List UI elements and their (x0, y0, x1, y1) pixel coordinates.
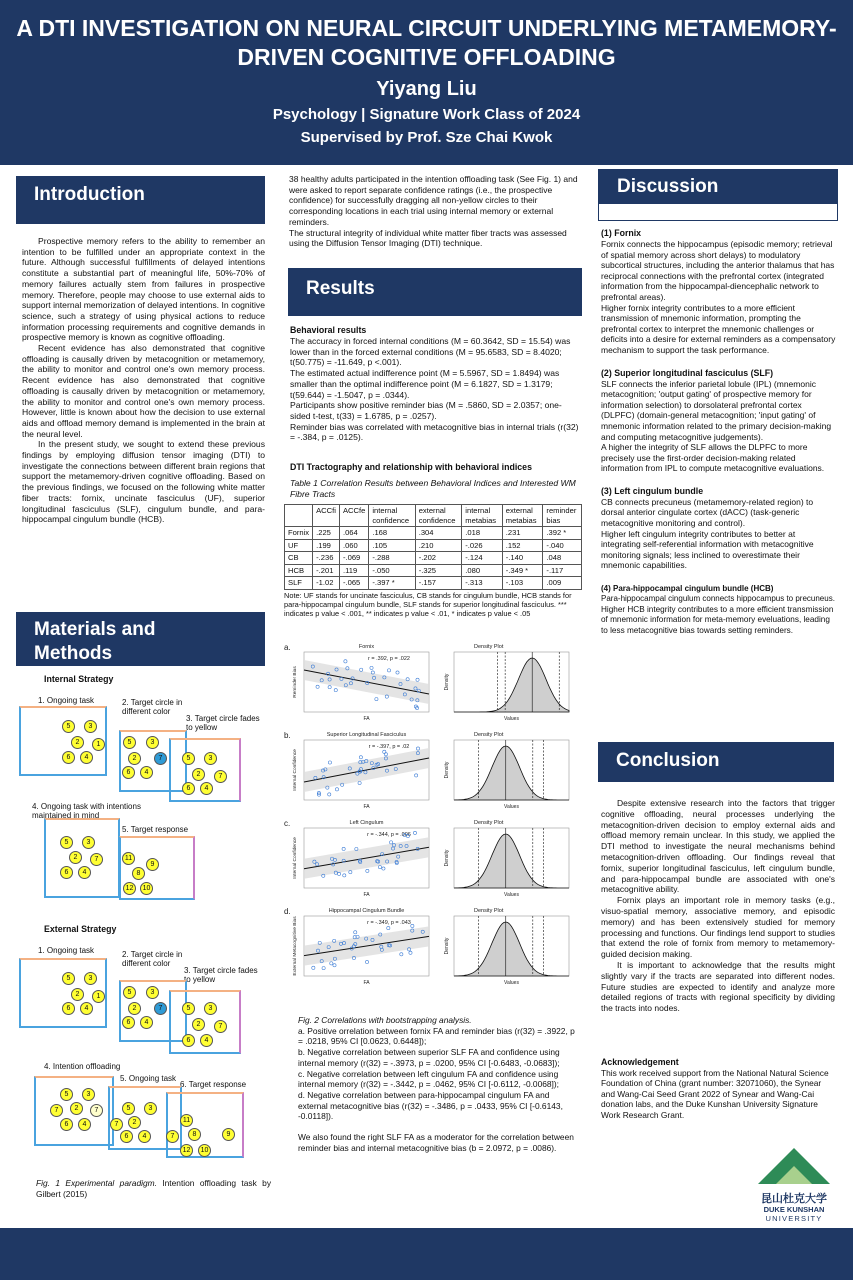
table-cell: .064 (339, 527, 368, 540)
table-caption: Table 1 Correlation Results between Behavioral Indices and Interested WM Fibre Tracts (290, 478, 576, 499)
circle: 3 (204, 1002, 217, 1015)
table-cell: -.140 (502, 552, 543, 565)
table-cell: .210 (415, 539, 462, 552)
circle: 4 (80, 751, 93, 764)
circle: 5 (62, 720, 75, 733)
disc-s1-p2: Higher fornix integrity contributes to a more efficient transmission of mnemonic information, prompting the prefrontal cortex to interpret the mnemonic challenges or deficits into a desire for external reminders as a compensatory mechanism to support the task performance. (601, 302, 836, 355)
circle: 12 (123, 882, 136, 895)
disc-s4-title: (4) Para-hippocampal cingulum bundle (HCB) (601, 584, 774, 594)
plot-letter: a. (284, 643, 291, 652)
intro-paragraph-3: In the present study, we sought to extend these previous findings by employing diffusion tensor imaging (DTI) to investigate the connections between different brain regions that support the metamemory-driven cognitive offloading. Based on the previous findings, we focused on the following white matter fiber tracts: fornix, uncinate fasciculus (UF), superior longitudinal fasciculus (SLF), cingulum bundle, and para-hippocampal cingulum bundle (HCB). (22, 439, 265, 525)
circle: 7 (90, 853, 103, 866)
table-header-row (285, 505, 582, 527)
circle: 7 (214, 1020, 227, 1033)
circle: 6 (122, 766, 135, 779)
disc-s3-p2: Higher left cingulum integrity contributes to better at integrating self-referential information with metacognitive monitoring signals; less inclined to overestimate their mnemonic capabilities. (601, 528, 814, 571)
external-strategy-title: External Strategy (44, 924, 117, 934)
circle: 3 (84, 720, 97, 733)
scatter-title: Hippocampal Cingulum Bundle (328, 908, 405, 914)
fig2-caption-c: c. Negative correlation between left cingulum FA and confidence using internal memory (r(32) = -.3442, p = .0462, 95% CI [-0.6112, -0.0068]); (298, 1068, 559, 1090)
ext-step-4: 4. Intention offloading (44, 1062, 121, 1071)
circle: 4 (138, 1130, 151, 1143)
discussion-heading-text: Discussion (617, 176, 719, 197)
scatter-ylabel: Internal Confidence (293, 837, 298, 879)
behav-p1: The accuracy in forced internal conditions (M = 60.3642, SD = 15.54) was lower than in the forced external conditions (M = 95.6583, SD = 8.4020; t(50.775) = -11.649, p <.001). (290, 336, 571, 368)
circle: 6 (182, 1034, 195, 1047)
ext-step-5: 5. Ongoing task (120, 1074, 177, 1083)
table-cell: CB (285, 552, 313, 565)
table-cell: -.313 (462, 577, 502, 590)
circle: 8 (132, 867, 145, 880)
conclusion-p1: Despite extensive research into the factors that trigger cognitive offloading, neural processes underlying the metacognition-driven decision to employ external aids and offload memory remain unclear. In this study, we applied the DTI method to investigate the neural mechanisms behind metacognition-driven offloading. Our findings reveal that fornix, superior longitudinal fasciculus, left cingulum bundle, and para-hippocampal bundle are associated with one's metacognitive ability. (601, 798, 835, 895)
scatter-stat: r = .392, p = .022 (368, 656, 410, 662)
table-row (285, 564, 582, 577)
circle-target: 7 (154, 1002, 167, 1015)
table-header-cell: external confidence (415, 505, 462, 527)
fig1-caption-rest: Intention offloading task by Gilbert (2015) (36, 1178, 272, 1199)
circle: 2 (71, 736, 84, 749)
density-ylabel: Density (444, 673, 450, 691)
poster-header (0, 0, 853, 165)
scatter-ylabel: External Metacognitive Bias (293, 916, 298, 976)
density-xlabel: Values (504, 980, 519, 986)
circle: 8 (188, 1128, 201, 1141)
author: Yiyang Liu (376, 78, 477, 100)
table-cell: .225 (313, 527, 340, 540)
conclusion-heading-text: Conclusion (616, 750, 720, 771)
circle: 2 (69, 851, 82, 864)
poster-title-line2: DRIVEN COGNITIVE OFFLOADING (237, 44, 616, 70)
circle: 5 (123, 986, 136, 999)
density-title: Density Plot (474, 908, 504, 914)
circle: 7 (166, 1130, 179, 1143)
table-cell: .119 (339, 564, 368, 577)
table-cell: .009 (543, 577, 582, 590)
density-xlabel: Values (504, 892, 519, 898)
table-row (285, 552, 582, 565)
disc-s2-p2: A higher the integrity of SLF allows the DLPFC to more precisely use the first-order decision-making related information from IPL to compute metacognitive evaluations. (601, 442, 825, 474)
table-row (285, 539, 582, 552)
circle: 2 (128, 1002, 141, 1015)
table-cell: .060 (339, 539, 368, 552)
fig2-plots-svg (284, 640, 584, 988)
density-ylabel: Density (444, 761, 450, 779)
table-header-cell: ACCfe (339, 505, 368, 527)
circle: 3 (204, 752, 217, 765)
circle: 10 (140, 882, 153, 895)
circle: 5 (62, 972, 75, 985)
fig2-caption (298, 1015, 576, 1153)
circle: 4 (78, 866, 91, 879)
int-step-5: 5. Target response (122, 825, 189, 834)
methods-heading (16, 612, 265, 666)
scatter-xlabel: FA (363, 716, 370, 722)
density-xlabel: Values (504, 804, 519, 810)
table-header-cell: internal confidence (369, 505, 415, 527)
circle: 1 (92, 990, 105, 1003)
circle: 7 (50, 1104, 63, 1117)
table-cell: .080 (462, 564, 502, 577)
disc-s3-p1: CB connects precuneus (metamemory-related region) to dorsal anterior cingulate cortex (dACC) (task-generic metacognitive monitoring and control). (601, 496, 814, 529)
behav-p3: Participants show positive reminder bias (M = .5860, SD = 2.0357; one-sided t-test, t(33) = 1.6785, p = .0257). (290, 400, 562, 421)
participants-p1: 38 healthy adults participated in the intention offloading task (See Fig. 1) and were asked to report separate confidence ratings (i.e., the prospective confidence) for successfully dragging all non-yellow circles to their corresponding locations in each trial using internal memory or external reminders. (289, 174, 578, 227)
table-header-cell (285, 505, 313, 527)
ext-step-1: 1. Ongoing task (38, 946, 95, 955)
circle: 9 (222, 1128, 235, 1141)
int-step-3: 3. Target circle fades to yellow (186, 714, 260, 732)
circle: 11 (180, 1114, 193, 1127)
circle: 7 (110, 1118, 123, 1131)
table-note: Note: UF stands for uncinate fasciculus, CB stands for cingulum bundle, HCB stands for para-hippocampal cingulum bundle, SLF stands for superior longitudinal fasciculus. *** indicates p value < .001, ** indicates p value < .01, * indicates p value < .05 (284, 590, 572, 618)
circle: 2 (128, 1116, 141, 1129)
table-cell: -.202 (415, 552, 462, 565)
table-cell: -.065 (339, 577, 368, 590)
scatter-xlabel: FA (363, 980, 370, 986)
circle-target: 7 (154, 752, 167, 765)
scatter-ylabel: Internal Confidence (293, 749, 298, 791)
density-title: Density Plot (474, 820, 504, 826)
circle: 5 (123, 736, 136, 749)
circle: 10 (198, 1144, 211, 1157)
disc-s1-title: (1) Fornix (601, 228, 642, 238)
table-cell: -.349 * (502, 564, 543, 577)
density-ylabel: Density (444, 937, 450, 955)
experimental-paradigm-figure (16, 668, 271, 1208)
circle: 6 (60, 1118, 73, 1131)
density-title: Density Plot (474, 644, 504, 650)
conclusion-p2: Fornix plays an important role in memory tasks (e.g., visuo-spatial memory, associative memory, and episodic memory) and has been extensively studied for memory processing and functions. Our findings lend support to studies that extend the role of fornix from memory to metamemory-guided decision making. (601, 895, 835, 960)
table-cell: .048 (543, 552, 582, 565)
density-ylabel: Density (444, 849, 450, 867)
plot-letter: c. (284, 819, 291, 828)
circle: 12 (180, 1144, 193, 1157)
logo-chinese: 昆山杜克大学 (761, 1192, 827, 1205)
scatter-stat: r = -.397, p = .02 (368, 744, 410, 750)
scatter-title: Superior Longitudinal Fasciculus (326, 732, 407, 738)
circle: 3 (146, 736, 159, 749)
circle: 6 (120, 1130, 133, 1143)
disc-s2-title: (2) Superior longitudinal fasciculus (SLF) (601, 367, 774, 378)
fig1-caption-italic: Fig. 1 Experimental paradigm. (36, 1178, 157, 1188)
table-cell: -.124 (462, 552, 502, 565)
intro-paragraph-1: Prospective memory refers to the ability to remember an intention to be fulfilled under an appropriate context in the future. Although successful fulfillments of delayed intentions constitute a substantial part of meaningful life, 50%-70% of memory failures actually stem from failures in prospective memory. Therefore, people may choose to use external aids to support internal memorization of delayed intentions. In cognitive science, such a strategy of using physical actions to reduce information processing requirements and cognitive demands in prospective memory is known as cognitive offloading. (22, 236, 265, 343)
table-cell: -.236 (313, 552, 340, 565)
circle: 6 (182, 782, 195, 795)
circle: 1 (92, 738, 105, 751)
methods-heading-line2: Methods (34, 643, 113, 664)
circle: 5 (60, 1088, 73, 1101)
table-cell: -.117 (543, 564, 582, 577)
introduction-body (22, 236, 265, 525)
supervisor: Supervised by Prof. Sze Chai Kwok (300, 129, 553, 146)
circle: 5 (182, 1002, 195, 1015)
table-cell: -.050 (369, 564, 415, 577)
fig2-caption-title: Fig. 2 Correlations with bootstrapping analysis. (298, 1015, 472, 1025)
scatter-xlabel: FA (363, 804, 370, 810)
circle: 3 (144, 1102, 157, 1115)
disc-s2-p1: SLF connects the inferior parietal lobule (IPL) (mnemonic metacognition; 'output gating' of prospective memory for information selection) to dorsolateral prefrontal cortex (DLPFC) (domain-general metacognition; 'input gating' of mnemonic information related to the primary decision-making and computing metacognitive judgements). (601, 378, 832, 442)
circle: 5 (60, 836, 73, 849)
circle: 4 (78, 1118, 91, 1131)
scatter-ylabel: Reminder Bias (293, 666, 298, 698)
introduction-heading-text: Introduction (34, 184, 145, 205)
table-cell: -.397 * (369, 577, 415, 590)
plot-letter: b. (284, 731, 291, 740)
table-row (285, 527, 582, 540)
affiliation: Psychology | Signature Work Class of 2024 (272, 106, 581, 123)
disc-s4-p1: Para-hippocampal cingulum connects hippocampus to precuneus. (601, 594, 835, 604)
circle: 5 (182, 752, 195, 765)
table-cell: -.040 (543, 539, 582, 552)
circle: 6 (60, 866, 73, 879)
int-step-4: 4. Ongoing task with intentions maintained in mind (32, 802, 141, 820)
circle: 7 (214, 770, 227, 783)
density-title: Density Plot (474, 732, 504, 738)
table-cell: -.157 (415, 577, 462, 590)
density-xlabel: Values (504, 716, 519, 722)
circle: 9 (146, 858, 159, 871)
disc-s1-p1: Fornix connects the hippocampus (episodic memory; retrieval of spatial memory across short delays) to modulatory subcortical structures, including the anterior thalamus that has reciprocal connections with the prefrontal cortex (integrated information from the hippocampal-diencephalic network to prefrontal areas). (601, 239, 835, 302)
participants-text (289, 174, 581, 249)
table-header-cell: reminder bias (543, 505, 582, 527)
discussion-heading (599, 170, 837, 204)
behav-p2: The estimated actual indifference point (M = 5.5967, SD = 1.8494) was smaller than the optimal indifference point (M = 6.1827, SD = 1.3179; t(59.644) = -1.5047, p = .0344). (290, 368, 560, 400)
circle: 6 (122, 1016, 135, 1029)
scatter-title: Fornix (358, 644, 375, 650)
logo-line1: DUKE KUNSHAN (763, 1205, 825, 1214)
table-cell: .304 (415, 527, 462, 540)
table-cell: .018 (462, 527, 502, 540)
ext-step-2: 2. Target circle in different color (122, 950, 183, 968)
circle: 2 (128, 752, 141, 765)
fig2-plots (284, 640, 584, 988)
poster-title-line1: A DTI INVESTIGATION ON NEURAL CIRCUIT UNDERLYING METAMEMORY- (16, 15, 837, 41)
table-header-cell: internal metabias (462, 505, 502, 527)
table-cell: -1.02 (313, 577, 340, 590)
scatter-stat: r = -.344, p = .006 (367, 832, 411, 838)
table-cell: -.325 (415, 564, 462, 577)
fig2-caption-d: d. Negative correlation between para-hippocampal cingulum FA and external metacognitive bias (r(32) = -.3486, p = .0433, 95% CI [-0.6143, -0.0118]). (298, 1089, 563, 1122)
circle: 2 (70, 1102, 83, 1115)
poster-footer (0, 1228, 853, 1280)
table-cell: .105 (369, 539, 415, 552)
table-cell: UF (285, 539, 313, 552)
circle: 3 (146, 986, 159, 999)
discussion-heading-frame (598, 169, 838, 221)
results-heading (288, 268, 582, 316)
circle: 11 (122, 852, 135, 865)
participants-p2: The structural integrity of individual white matter fiber tracts was assessed using the Diffusion Tensor Imaging (DTI) technique. (289, 227, 567, 249)
behavioral-results-title: Behavioral results (290, 325, 367, 335)
dku-mountain-icon (754, 1146, 834, 1188)
fig2-caption-b: b. Negative correlation between superior SLF FA and confidence using internal memory (r(32) = -.3973, p = .0200, 95% CI [-0.6483, -0.0683]); (298, 1047, 560, 1068)
table-cell: .231 (502, 527, 543, 540)
dku-logo (754, 1146, 834, 1224)
disc-s3-title: (3) Left cingulum bundle (601, 485, 704, 496)
table-row (285, 577, 582, 590)
introduction-heading (16, 176, 265, 224)
disc-s4-p2: Higher HCB integrity contributes to a more efficient transmission of mnemonic information for meta-memory eveluations, leading to less metacognitive bias towards setting reminders. (601, 604, 834, 635)
table-cell: Fornix (285, 527, 313, 540)
circle: 4 (200, 1034, 213, 1047)
behav-p4: Reminder bias was correlated with metacognitive bias in internal trials (r(32) = -.384, p = .0125). (290, 421, 579, 443)
logo-line2: UNIVERSITY (765, 1214, 823, 1223)
conclusion-p3: It is important to acknowledge that the results might slightly vary if the tracts are separated into different nodes. Future studies are expected to identify and analyze more detailed regions of tracts with regional specificity by dividing the tracts into nodes. (601, 959, 835, 1014)
table-cell: .152 (502, 539, 543, 552)
scatter-xlabel: FA (363, 892, 370, 898)
acknowledgement (601, 1057, 835, 1120)
int-step-2: 2. Target circle in different color (122, 698, 183, 716)
table-cell: -.288 (369, 552, 415, 565)
circle: 3 (82, 836, 95, 849)
correlation-table-grid (284, 504, 582, 590)
fig2-caption-a: a. Positive orrelation between fornix FA and reminder bias (r(32) = .3922, p = .0218, 95% CI [0.0623, 0.6448]); (298, 1025, 575, 1047)
circle: 6 (62, 1002, 75, 1015)
ack-title: Acknowledgement (601, 1057, 679, 1067)
table-header-cell: external metabias (502, 505, 543, 527)
table-cell: -.201 (313, 564, 340, 577)
ext-step-3: 3. Target circle fades to yellow (184, 966, 258, 984)
scatter-title: Left Cingulum (349, 820, 384, 826)
internal-strategy-title: Internal Strategy (44, 674, 114, 684)
table-cell: SLF (285, 577, 313, 590)
int-step-1: 1. Ongoing task (38, 696, 95, 705)
plot-letter: d. (284, 907, 291, 916)
table-cell: -.026 (462, 539, 502, 552)
table-cell: -.103 (502, 577, 543, 590)
circle: 2 (71, 988, 84, 1001)
results-heading-text: Results (306, 278, 375, 299)
table-cell: -.069 (339, 552, 368, 565)
conclusion-heading (598, 742, 834, 782)
circle: 4 (200, 782, 213, 795)
table-cell: .199 (313, 539, 340, 552)
intro-paragraph-2: Recent evidence has also demonstrated that cognitive offloading is causally driven by metacognition or metamemory, the ability to monitor and control one's own memory process. Recent evidence has also demonstrated that cognitive offloading is causally driven by metacognition or metamemory, the ability to monitor and control one's own memory process. However, little is known about how the decision to use external aids and offload memory demand is implemented in the brain at the neural level. (22, 343, 265, 439)
circle: 2 (192, 768, 205, 781)
circle: 5 (122, 1102, 135, 1115)
conclusion-body (601, 798, 835, 1014)
circle: 4 (140, 1016, 153, 1029)
table-cell: .168 (369, 527, 415, 540)
correlation-table (284, 504, 582, 618)
circle: 2 (192, 1018, 205, 1031)
int-panel-4 (44, 818, 120, 898)
scatter-stat: r = -.349, p = .043 (367, 920, 411, 926)
dti-title: DTI Tractography and relationship with behavioral indices (290, 462, 532, 472)
circle: 6 (62, 751, 75, 764)
methods-heading-line1: Materials and (34, 619, 156, 640)
circle: 7 (90, 1104, 103, 1117)
ack-text: This work received support from the National Natural Science Foundation of China (grant number: 32071060), the Synear and Wang-Cai Seed Grant 2022 of Synear and Wang-Cai donation labs, and the Duke Kunshan University Signature Work Research Grant. (601, 1068, 829, 1120)
circle: 4 (80, 1002, 93, 1015)
circle: 4 (140, 766, 153, 779)
circle: 3 (82, 1088, 95, 1101)
table-cell: HCB (285, 564, 313, 577)
table-header-cell: ACCfi (313, 505, 340, 527)
ext-step-6: 6. Target response (180, 1080, 247, 1089)
behavioral-results (290, 325, 582, 443)
discussion-body (601, 228, 837, 636)
moderator-text: We also found the right SLF FA as a moderator for the correlation between reminder bias and internal metacognitive bias (b = 2.0972, p = .0086). (298, 1132, 574, 1153)
table-cell: .392 * (543, 527, 582, 540)
circle: 3 (84, 972, 97, 985)
fig1-caption (36, 1178, 271, 1199)
